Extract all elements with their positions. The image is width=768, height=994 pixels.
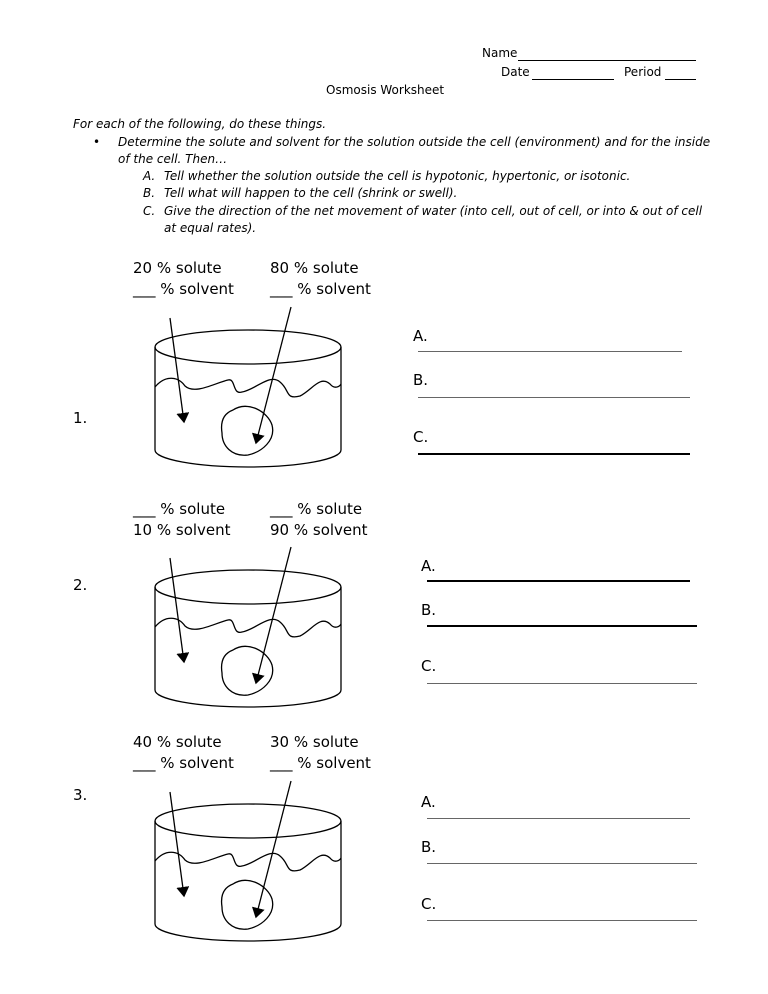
page-title: Osmosis Worksheet bbox=[326, 83, 445, 97]
answer-label-a: A. bbox=[421, 557, 436, 575]
step-text: Give the direction of the net movement of water (into cell, out of cell, or into & out of cell bbox=[164, 204, 703, 218]
outside-solution-label: ___ % solute 10 % solvent bbox=[133, 500, 231, 539]
bullet-icon: • bbox=[93, 135, 101, 149]
answer-label-c: C. bbox=[421, 657, 437, 675]
step-text: at equal rates). bbox=[164, 221, 257, 235]
step-letter: A. bbox=[143, 169, 156, 183]
problem-number: 1. bbox=[73, 409, 88, 427]
beaker-cell-diagram bbox=[0, 540, 768, 740]
inside-solution-label: 30 % solute ___ % solvent bbox=[270, 733, 371, 772]
period-field[interactable] bbox=[665, 79, 696, 80]
answer-label-a: A. bbox=[421, 793, 436, 811]
answer-label-c: C. bbox=[421, 895, 437, 913]
date-label: Date bbox=[501, 65, 530, 79]
step-letter: C. bbox=[143, 204, 156, 218]
instructions-bullet: Determine the solute and solvent for the solution outside the cell (environment) and for the inside bbox=[118, 135, 711, 149]
problem-number: 3. bbox=[73, 786, 88, 804]
answer-label-c: C. bbox=[413, 428, 429, 446]
name-field[interactable] bbox=[518, 60, 696, 61]
instructions-bullet-cont: of the cell. Then… bbox=[118, 152, 228, 166]
outside-solution-label: 20 % solute ___ % solvent bbox=[133, 259, 234, 298]
period-label: Period bbox=[624, 65, 662, 79]
answer-label-b: B. bbox=[421, 601, 437, 619]
step-text: Tell whether the solution outside the cell is hypotonic, hypertonic, or isotonic. bbox=[164, 169, 631, 183]
step-letter: B. bbox=[143, 186, 156, 200]
answer-label-b: B. bbox=[421, 838, 437, 856]
beaker-cell-diagram bbox=[0, 300, 768, 500]
beaker-cell-diagram bbox=[0, 774, 768, 974]
outside-solution-label: 40 % solute ___ % solvent bbox=[133, 733, 234, 772]
answer-label-a: A. bbox=[413, 327, 428, 345]
problem-number: 2. bbox=[73, 576, 88, 594]
step-text: Tell what will happen to the cell (shrink or swell). bbox=[164, 186, 458, 200]
date-field[interactable] bbox=[532, 79, 614, 80]
inside-solution-label: ___ % solute 90 % solvent bbox=[270, 500, 368, 539]
instructions-intro: For each of the following, do these things. bbox=[73, 117, 327, 131]
name-label: Name bbox=[482, 46, 518, 60]
inside-solution-label: 80 % solute ___ % solvent bbox=[270, 259, 371, 298]
answer-label-b: B. bbox=[413, 371, 429, 389]
